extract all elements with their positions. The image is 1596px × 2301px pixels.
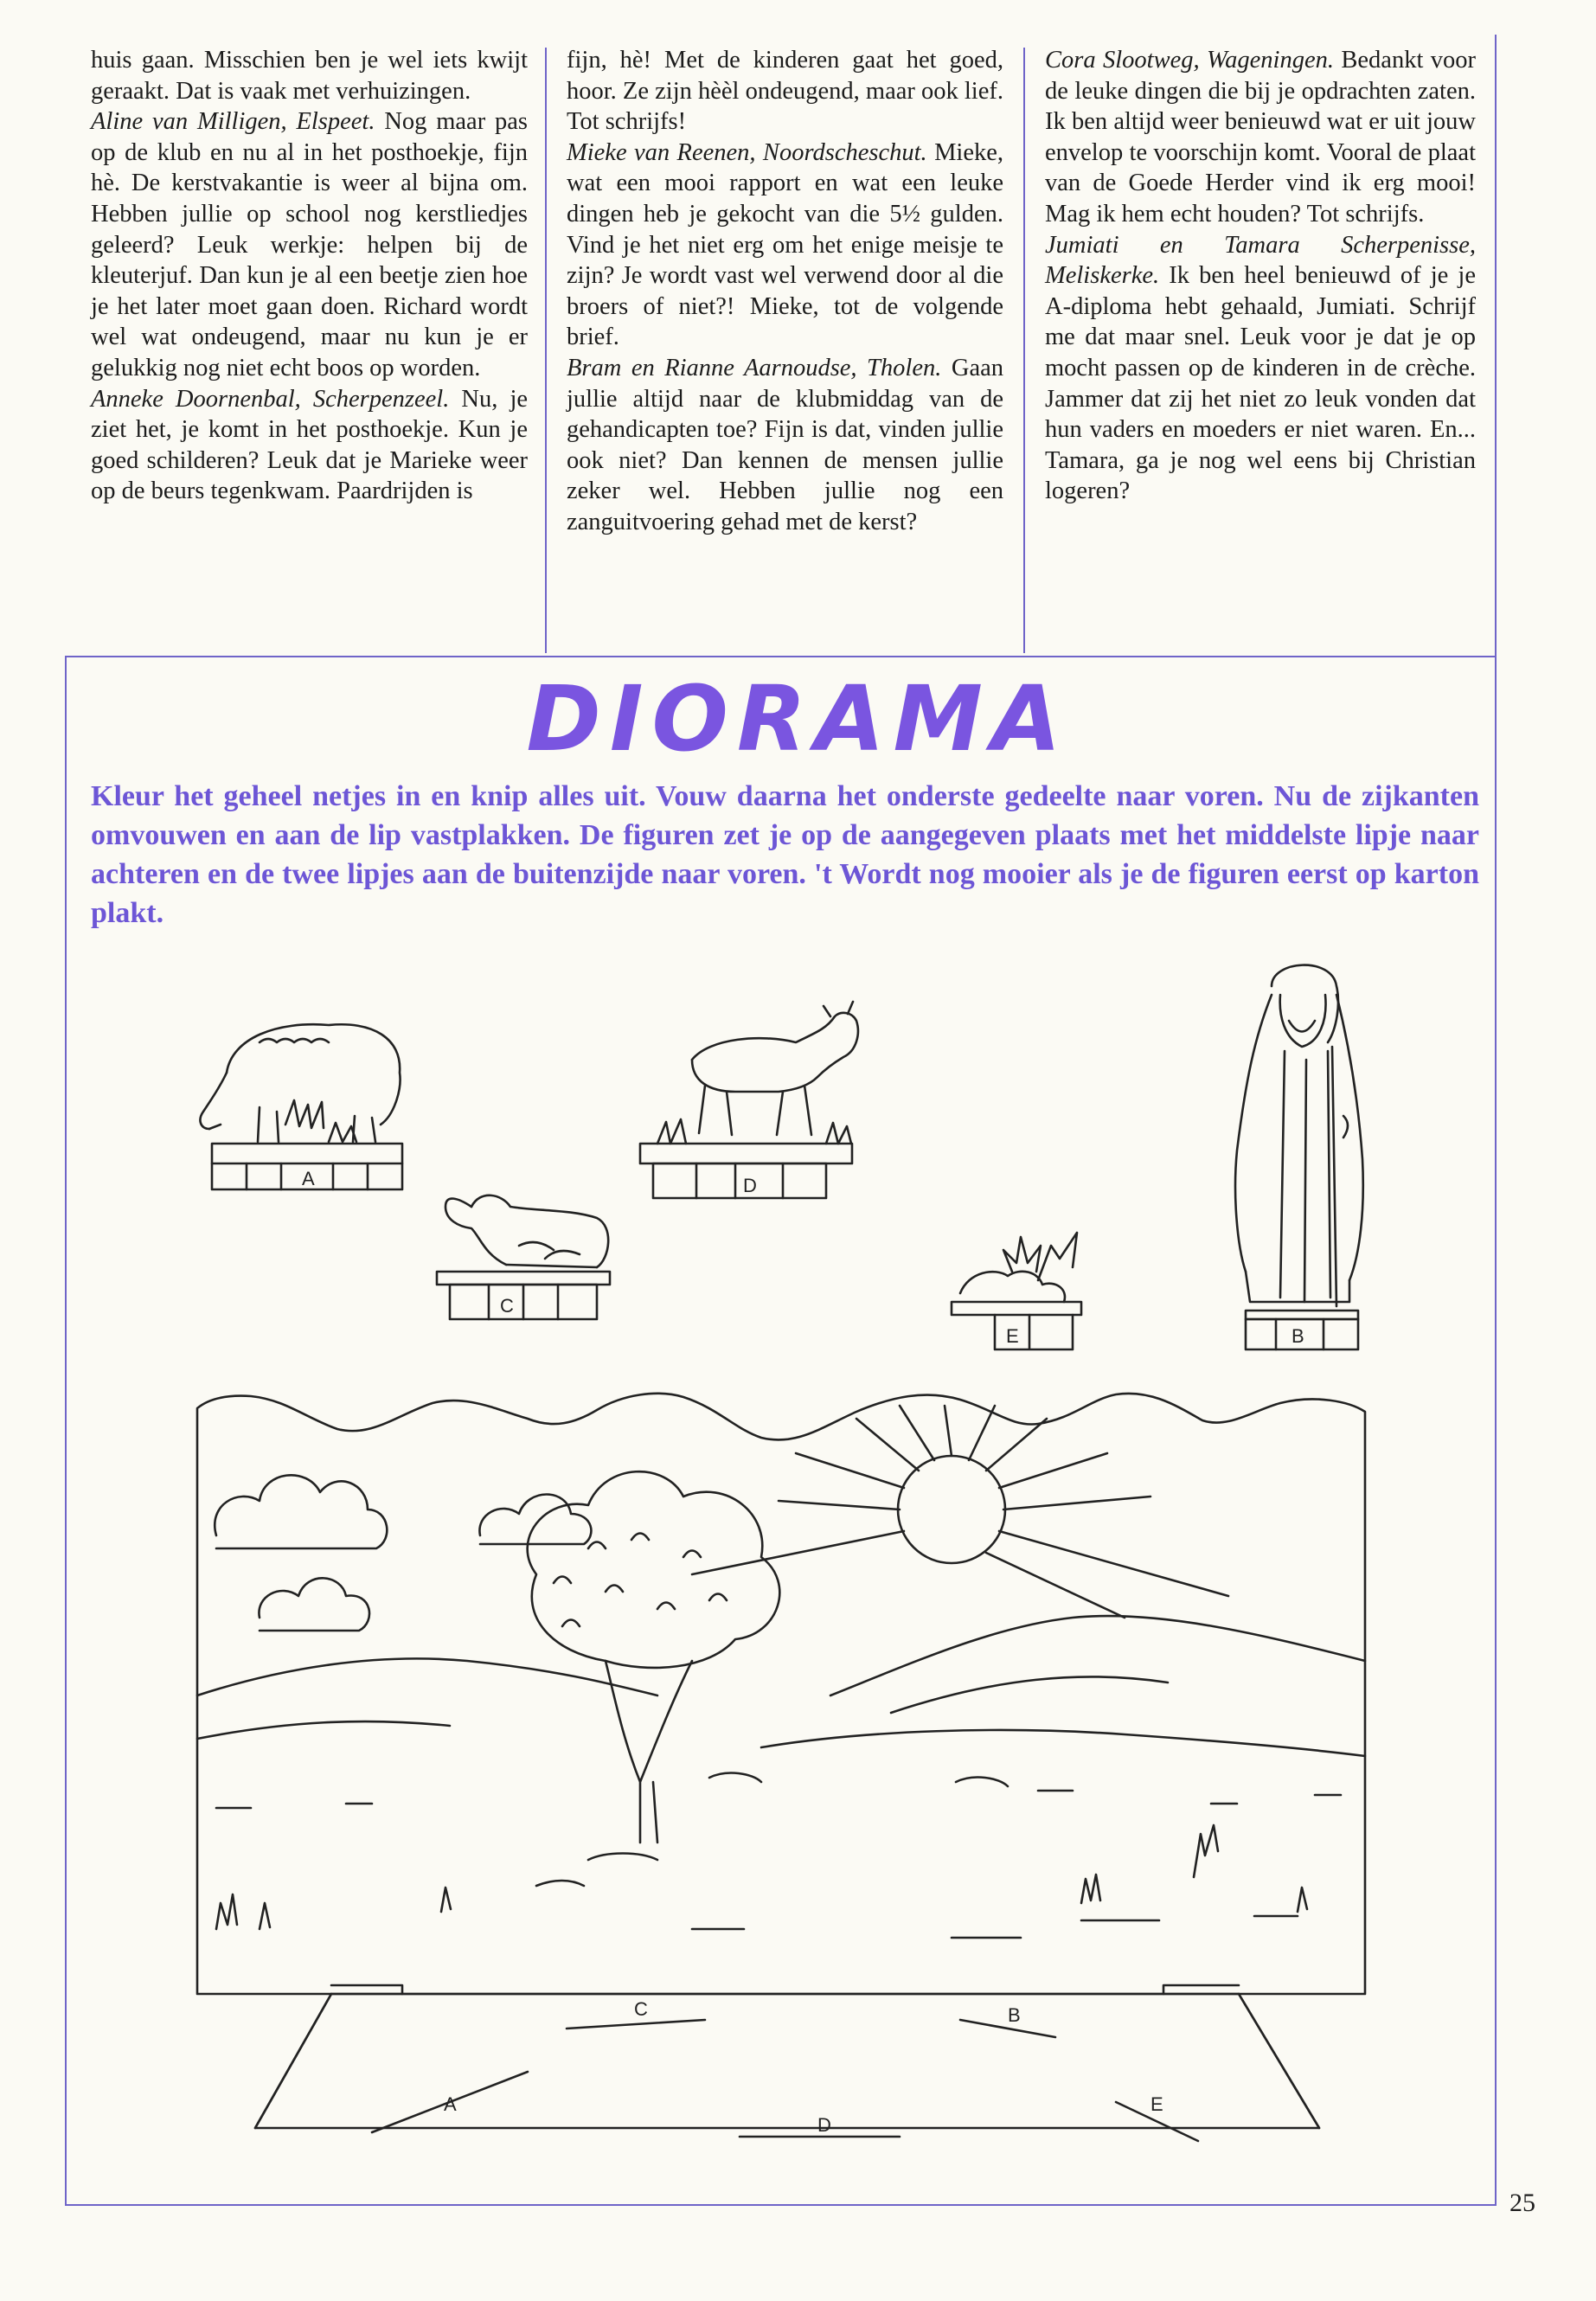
letter-text: Nog maar pas op de klub en nu al in het posthoekje, fijn hè. De kerstvakantie is weer al bijna om. Hebben jullie op school nog kerstliedjes geleerd? Leuk werkje: helpen bij de kleuterjuf. Dan kun je al een beetje zien hoe je het later moet gaan doen. Richard wordt wel wat ondeugend, maar nu kun je er gelukkig nog niet echt boos op worden. bbox=[91, 108, 528, 381]
letter-text: Mieke, wat een mooi rapport en wat een leuke dingen heb je gekocht van die 5½ gulden. Vind je het niet erg om het enige meisje te zijn? Je wordt vast wel verwend door al die broers of niet?! Mieke, tot de volgende brief. bbox=[567, 138, 1003, 351]
sheep-grazing-figure bbox=[200, 1024, 402, 1189]
letter-text: fijn, hè! Met de kinderen gaat het goed, hoor. Ze zijn hèèl ondeugend, maar ook lief. Tot schrijfs! bbox=[567, 47, 1003, 136]
correspondent-name: Mieke van Reenen, Noordscheschut. bbox=[567, 138, 927, 166]
label-a: A bbox=[302, 1168, 315, 1189]
floor-label-e: E bbox=[1151, 2093, 1163, 2115]
floor-label-a: A bbox=[444, 2093, 457, 2115]
shepherd-figure bbox=[1235, 965, 1363, 1349]
page-number: 25 bbox=[1509, 2189, 1535, 2217]
correspondent-name: Bram en Rianne Aarnoudse, Tholen. bbox=[567, 354, 942, 381]
correspondent-name: Cora Slootweg, Wageningen. bbox=[1045, 47, 1334, 74]
correspondent-name: Aline van Milligen, Elspeet. bbox=[91, 108, 375, 136]
floor-label-b: B bbox=[1008, 2004, 1021, 2026]
diorama-floor bbox=[255, 1985, 1319, 2141]
letter-text: Bedankt voor de leuke dingen die bij je opdrachten zaten. Ik ben altijd weer benieuwd wat er uit jouw envelop te voorschijn komt. Vooral de plaat van de Goede Herder vind ik erg mooi! Mag ik hem echt houden? Tot schrijfs. bbox=[1045, 47, 1477, 228]
letter-text: Gaan jullie altijd naar de klubmiddag van de gehandicapten toe? Fijn is dat, vinden jullie ook niet? Dan kennen de mensen jullie zeker wel. Hebben jullie nog een zanguitvoering gehad met de kerst? bbox=[567, 354, 1003, 535]
letter-text: Ik ben heel benieuwd of je je A-diploma hebt gehaald, Jumiati. Schrijf me dat maar snel. Leuk voor je dat je op mocht passen op de kinderen in de crèche. Jammer dat zij het niet zo leuk vonden dat hun vaders en moeders er niet waren. En... Tamara, ga je nog wel eens bij Christian logeren? bbox=[1045, 262, 1476, 505]
label-c: C bbox=[500, 1295, 514, 1317]
label-e: E bbox=[1006, 1325, 1019, 1347]
correspondent-name: Anneke Doornenbal, Scherpenzeel. bbox=[91, 385, 450, 413]
letter-text: huis gaan. Misschien ben je wel iets kwijt geraakt. Dat is vaak met verhuizingen. bbox=[91, 47, 528, 105]
diorama-backdrop bbox=[197, 1394, 1365, 1994]
floor-label-c: C bbox=[634, 1998, 648, 2020]
instructions-text: Kleur het geheel netjes in en knip alles uit. Vouw daarna het onderste gedeelte naar voren. Nu de zijkanten omvouwen en aan de lip vastplakken. De figuren zet je op de aangegeven plaats met het middelste lipje naar achteren en de twee lipjes aan de buitenzijde naar voren. 't Wordt nog mooier als je de figuren eerst op karton plakt. bbox=[91, 780, 1479, 929]
correspondent-name: Jumiati en Tamara Scherpenisse, Meliskerke. bbox=[1045, 231, 1476, 290]
label-b: B bbox=[1292, 1325, 1304, 1347]
letter-text: Nu, je ziet het, je komt in het posthoekje. Kun je goed schilderen? Leuk dat je Marieke weer op de beurs tegenkwam. Paardrijden is bbox=[91, 385, 529, 505]
lamb-lying-figure bbox=[437, 1195, 610, 1319]
floor-label-d: D bbox=[817, 2114, 831, 2136]
lamb-standing-figure bbox=[640, 1002, 858, 1198]
page-title: DIORAMA bbox=[526, 666, 1070, 772]
label-d: D bbox=[743, 1175, 757, 1196]
